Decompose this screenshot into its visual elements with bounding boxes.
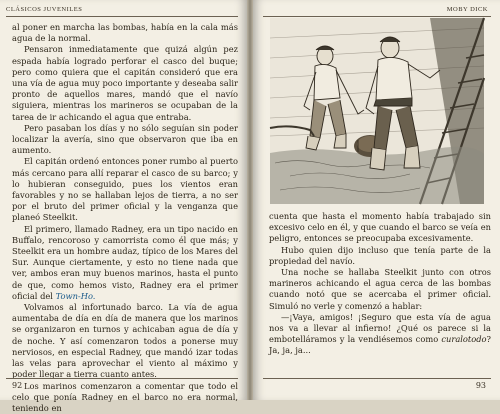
italic-word: curalotodo (441, 334, 486, 344)
left-running-header: CLÁSICOS JUVENILES (6, 6, 82, 13)
ship-name-italic: Town-Ho. (56, 291, 96, 301)
right-page-number: 93 (476, 381, 486, 390)
left-footer-rule (6, 378, 238, 379)
paragraph (12, 224, 238, 302)
paragraph: El capitán ordenó entonces poner rumbo al puerto más cercano para allí reparar el casco de su barco; y lo hubieran conseguido, pues los vientos eran favorables y no se hallaban lejos de tierra, a no ser por el bruto del primer oficial y la venganza que planeó Steelkit. (12, 156, 238, 223)
paragraph: Pensaron inmediatamente que quizá algún pez espada había logrado perforar el casco del buque; pero como quiera que el capitán consideró que era una vía de agua muy poco importante y deseaba salir pronto de aquellos mares, mandó que el navío siguiera, mientras los marineros se ocupaban de la tarea de ir achicando el agua que entraba. (12, 44, 238, 122)
paragraph-text: —¡Vaya, amigos! ¡Seguro que esta vía de agua nos va a llevar al infierno! ¿Qué os parece si la embotelláramos y la vendiésemos como (269, 312, 491, 344)
paragraph-text-end: ? Ja, ja, ja... (269, 334, 491, 355)
paragraph-text: El primero, llamado Radney, era un tipo nacido en Buffalo, rencoroso y camorrista como él que más; y Steelkit era un hombre audaz, típico de los Mares del Sur. Aunque ciertamente, y esto no tiene nada que ver, ambos eran muy buenos marinos, hasta el punto de que, como hemos visto, Radney era el primer oficial del (12, 224, 238, 301)
paragraph: Hubo quien dijo incluso que tenía parte de la propiedad del navío. (269, 245, 491, 267)
right-body-text (269, 211, 491, 357)
left-header-rule (6, 16, 238, 17)
right-running-header: MOBY DICK (447, 6, 488, 13)
left-page-number: 92 (12, 381, 22, 390)
paragraph: al poner en marcha las bombas, había en la cala más agua de la normal. (12, 22, 238, 44)
paragraph: cuenta que hasta el momento había trabajado sin excesivo celo en él, y que cuando el barco se veía en peligro, entonces se preocupaba excesivamente. (269, 211, 491, 245)
left-body-text (12, 22, 238, 414)
right-footer-rule (263, 378, 491, 379)
illustration-sailors-pumping-water (270, 18, 484, 204)
left-page (0, 0, 247, 400)
paragraph: Los marinos comenzaron a comentar que todo el celo que ponía Radney en el barco no era normal, teniendo en (12, 381, 238, 414)
paragraph (269, 312, 491, 357)
right-page (253, 0, 500, 400)
paragraph: Volvamos al infortunado barco. La vía de agua aumentaba de día en día de manera que los marinos se organizaron en turnos y achicaban agua de día y de noche. Y así comenzaron todos a ponerse muy nerviosos, en especial Radney, que mandó izar todas las velas para aprovechar el viento al máximo y poder llegar a tierra cuanto antes. (12, 302, 238, 380)
paragraph: Una noche se hallaba Steelkit junto con otros marineros achicando el agua cerca de las bombas cuando notó que se acercaba el primer oficial. Simuló no verle y comenzó a hablar: (269, 267, 491, 312)
paragraph: Pero pasaban los días y no sólo seguían sin poder localizar la avería, sino que observaron que iba en aumento. (12, 123, 238, 157)
right-header-rule (263, 16, 491, 17)
